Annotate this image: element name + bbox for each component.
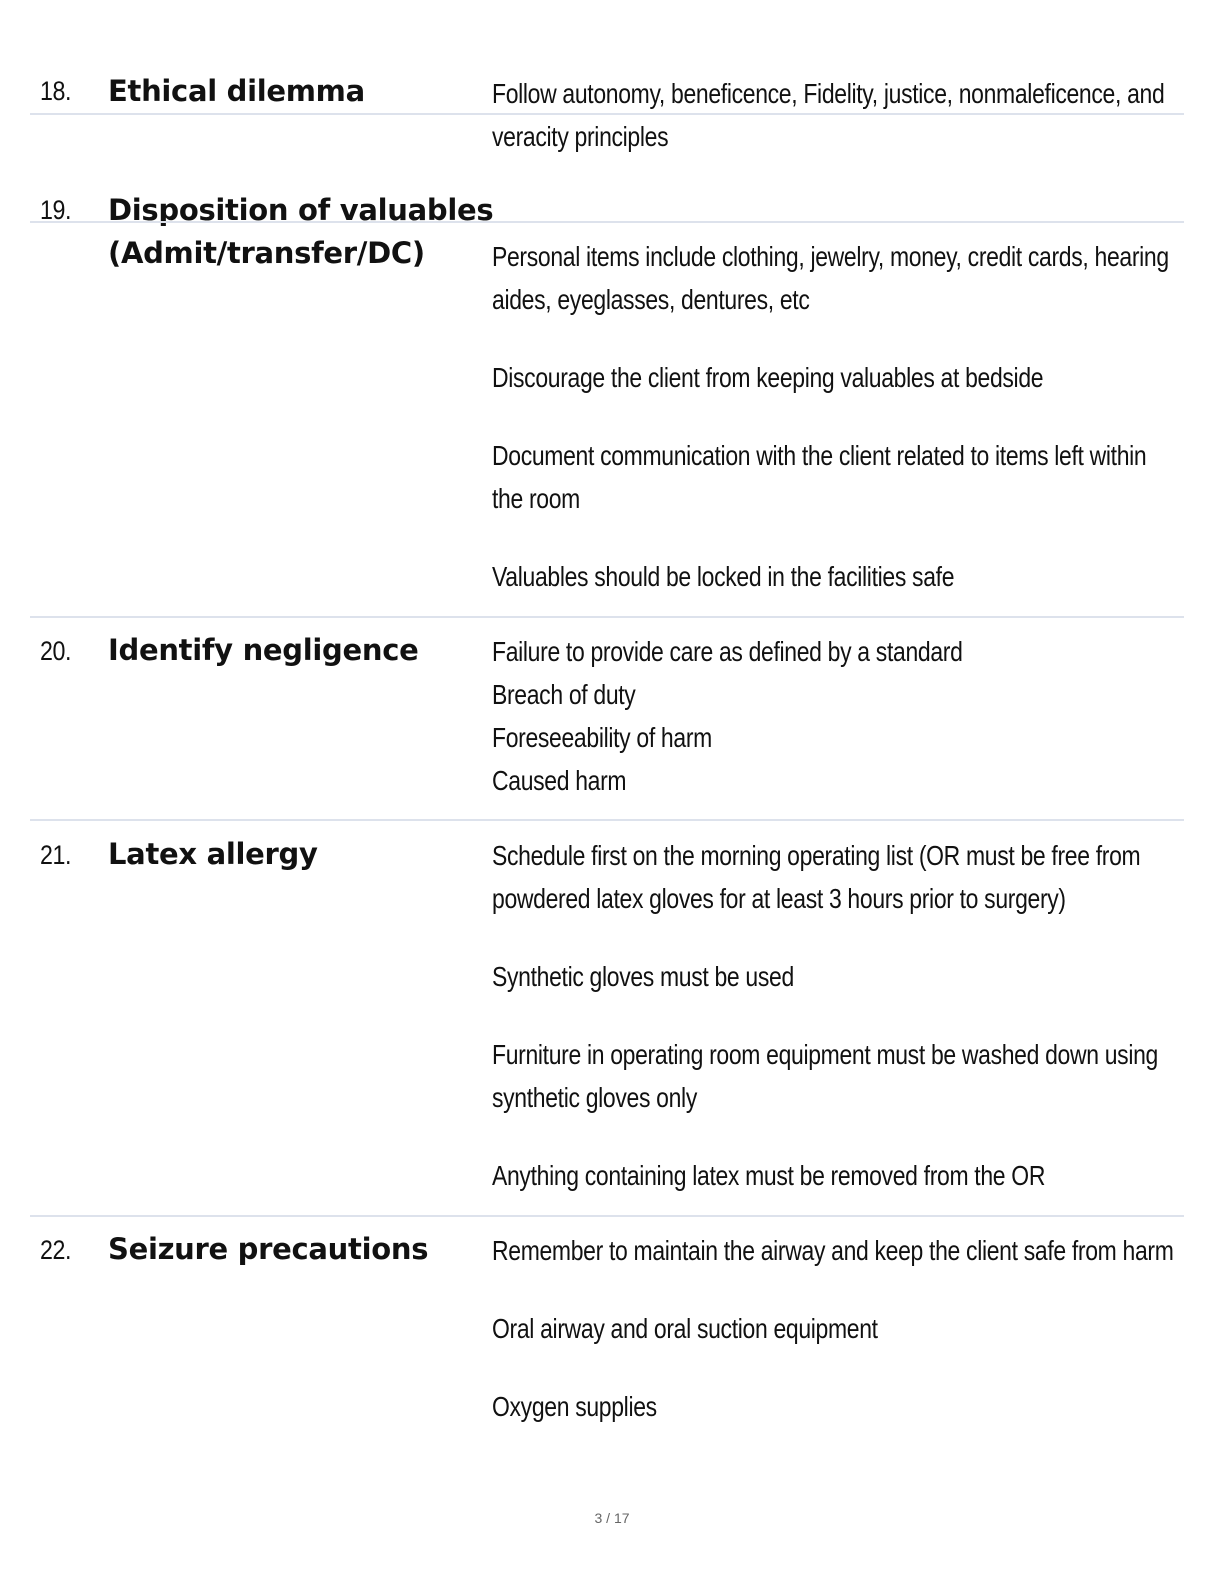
divider [30,819,1184,821]
page-number: 3 / 17 [594,1510,630,1526]
section-text: Furniture in operating room equipment must be washed down using [492,1039,1158,1070]
item-number: 21. [40,840,72,870]
section-title: Identify negligence [108,633,419,667]
section-text: Remember to maintain the airway and keep the client safe from harm [492,1235,1174,1266]
section-text: Discourage the client from keeping valuables at bedside [492,362,1044,393]
section-text: Document communication with the client related to items left within [492,440,1147,471]
section-text: Anything containing latex must be removed from the OR [492,1160,1046,1191]
section-text: Foreseeability of harm [492,722,712,753]
section-text: Valuables should be locked in the facilities safe [492,561,955,592]
item-number: 18. [40,76,72,106]
divider [30,221,1184,223]
section-text: Schedule first on the morning operating list (OR must be free from [492,840,1141,871]
section-title: Disposition of valuables [108,193,494,227]
section-text: Follow autonomy, beneficence, Fidelity, justice, nonmaleficence, and [492,78,1165,109]
section-text: Oral airway and oral suction equipment [492,1313,878,1344]
section-text: veracity principles [492,121,669,152]
item-number: 20. [40,636,72,666]
section-text: Failure to provide care as defined by a standard [492,636,963,667]
divider [30,616,1184,618]
section-text: synthetic gloves only [492,1082,697,1113]
section-text: Caused harm [492,765,627,796]
section-text: powdered latex gloves for at least 3 hours prior to surgery) [492,883,1066,914]
item-number: 22. [40,1235,72,1265]
section-title: Latex allergy [108,837,318,871]
divider [30,1215,1184,1217]
section-title: Ethical dilemma [108,74,365,108]
section-text: Breach of duty [492,679,636,710]
section-text: Synthetic gloves must be used [492,961,794,992]
section-title: Seizure precautions [108,1232,429,1266]
section-text: the room [492,483,580,514]
item-number: 19. [40,195,72,225]
section-text: aides, eyeglasses, dentures, etc [492,284,810,315]
section-text: Oxygen supplies [492,1391,657,1422]
section-text: Personal items include clothing, jewelry, money, credit cards, hearing [492,241,1169,272]
section-title-continued: (Admit/transfer/DC) [108,236,425,270]
